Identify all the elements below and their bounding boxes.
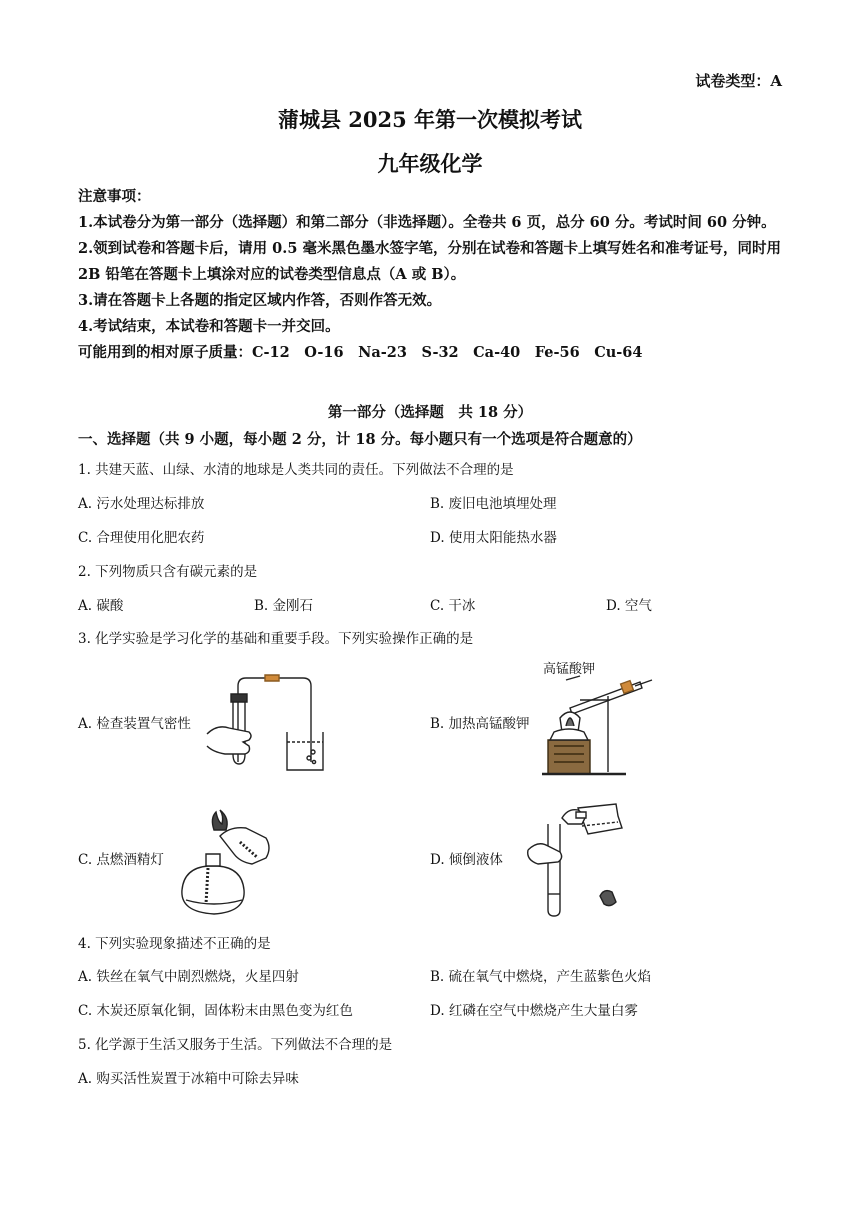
note-item-3: 3.请在答题卡上各题的指定区域内作答，否则作答无效。 bbox=[78, 292, 442, 309]
q3-option-b: B. 加热高锰酸钾 bbox=[430, 716, 530, 732]
paper-type-label: 试卷类型：A bbox=[695, 72, 782, 90]
q2-option-a: A. 碳酸 bbox=[78, 598, 124, 614]
q3-option-d: D. 倾倒液体 bbox=[430, 852, 503, 868]
figure-pouring-liquid bbox=[518, 800, 638, 920]
part1-heading: 第一部分（选择题 共 18 分） bbox=[327, 404, 533, 421]
q1-option-b: B. 废旧电池填埋处理 bbox=[430, 496, 557, 512]
q3-option-c: C. 点燃酒精灯 bbox=[78, 852, 164, 868]
note-item-1: 1.本试卷分为第一部分（选择题）和第二部分（非选择题）。全卷共 6 页，总分 60 分。考试时间 60 分钟。 bbox=[78, 214, 776, 231]
q1-option-a: A. 污水处理达标排放 bbox=[78, 496, 205, 512]
q2-option-d: D. 空气 bbox=[606, 598, 652, 614]
q4-option-c: C. 木炭还原氧化铜，固体粉末由黑色变为红色 bbox=[78, 1003, 353, 1019]
section-heading: 一、选择题（共 9 小题，每小题 2 分，计 18 分。每小题只有一个选项是符合题意的） bbox=[78, 431, 642, 448]
q4-option-d: D. 红磷在空气中燃烧产生大量白雾 bbox=[430, 1003, 638, 1019]
question-2-stem: 2. 下列物质只含有碳元素的是 bbox=[78, 564, 258, 580]
q1-option-d: D. 使用太阳能热水器 bbox=[430, 530, 557, 546]
atomic-masses: 可能用到的相对原子质量：C-12 O-16 Na-23 S-32 Ca-40 Fe-56 Cu-64 bbox=[78, 344, 643, 361]
q4-option-b: B. 硫在氧气中燃烧，产生蓝紫色火焰 bbox=[430, 969, 652, 985]
q4-option-a: A. 铁丝在氧气中剧烈燃烧，火星四射 bbox=[78, 969, 299, 985]
q3-option-a: A. 检查装置气密性 bbox=[78, 716, 191, 732]
exam-title: 蒲城县 2025 年第一次模拟考试 bbox=[277, 107, 583, 132]
figure-heating-kmno4 bbox=[540, 670, 660, 782]
q1-option-c: C. 合理使用化肥农药 bbox=[78, 530, 205, 546]
note-item-4: 4.考试结束，本试卷和答题卡一并交回。 bbox=[78, 318, 340, 335]
figure-label-kmno4: 高锰酸钾 bbox=[543, 662, 596, 677]
q5-option-a: A. 购买活性炭置于冰箱中可除去异味 bbox=[78, 1071, 299, 1087]
figure-airtightness-check bbox=[205, 672, 325, 772]
figure-lighting-lamp bbox=[170, 808, 280, 918]
q2-option-b: B. 金刚石 bbox=[254, 598, 314, 614]
notes-heading: 注意事项： bbox=[78, 188, 151, 205]
notes-block bbox=[78, 184, 788, 366]
question-3-stem: 3. 化学实验是学习化学的基础和重要手段。下列实验操作正确的是 bbox=[78, 631, 474, 647]
question-1-stem: 1. 共建天蓝、山绿、水清的地球是人类共同的责任。下列做法不合理的是 bbox=[78, 462, 514, 478]
question-4-stem: 4. 下列实验现象描述不正确的是 bbox=[78, 936, 271, 952]
question-5-stem: 5. 化学源于生活又服务于生活。下列做法不合理的是 bbox=[78, 1037, 393, 1053]
exam-subtitle: 九年级化学 bbox=[377, 151, 483, 176]
note-item-2: 2.领到试卷和答题卡后，请用 0.5 毫米黑色墨水签字笔，分别在试卷和答题卡上填写姓名和准考证号，同时用 2B 铅笔在答题卡上填涂对应的试卷类型信息点（A 或 B）。 bbox=[78, 240, 781, 283]
q2-option-c: C. 干冰 bbox=[430, 598, 476, 614]
